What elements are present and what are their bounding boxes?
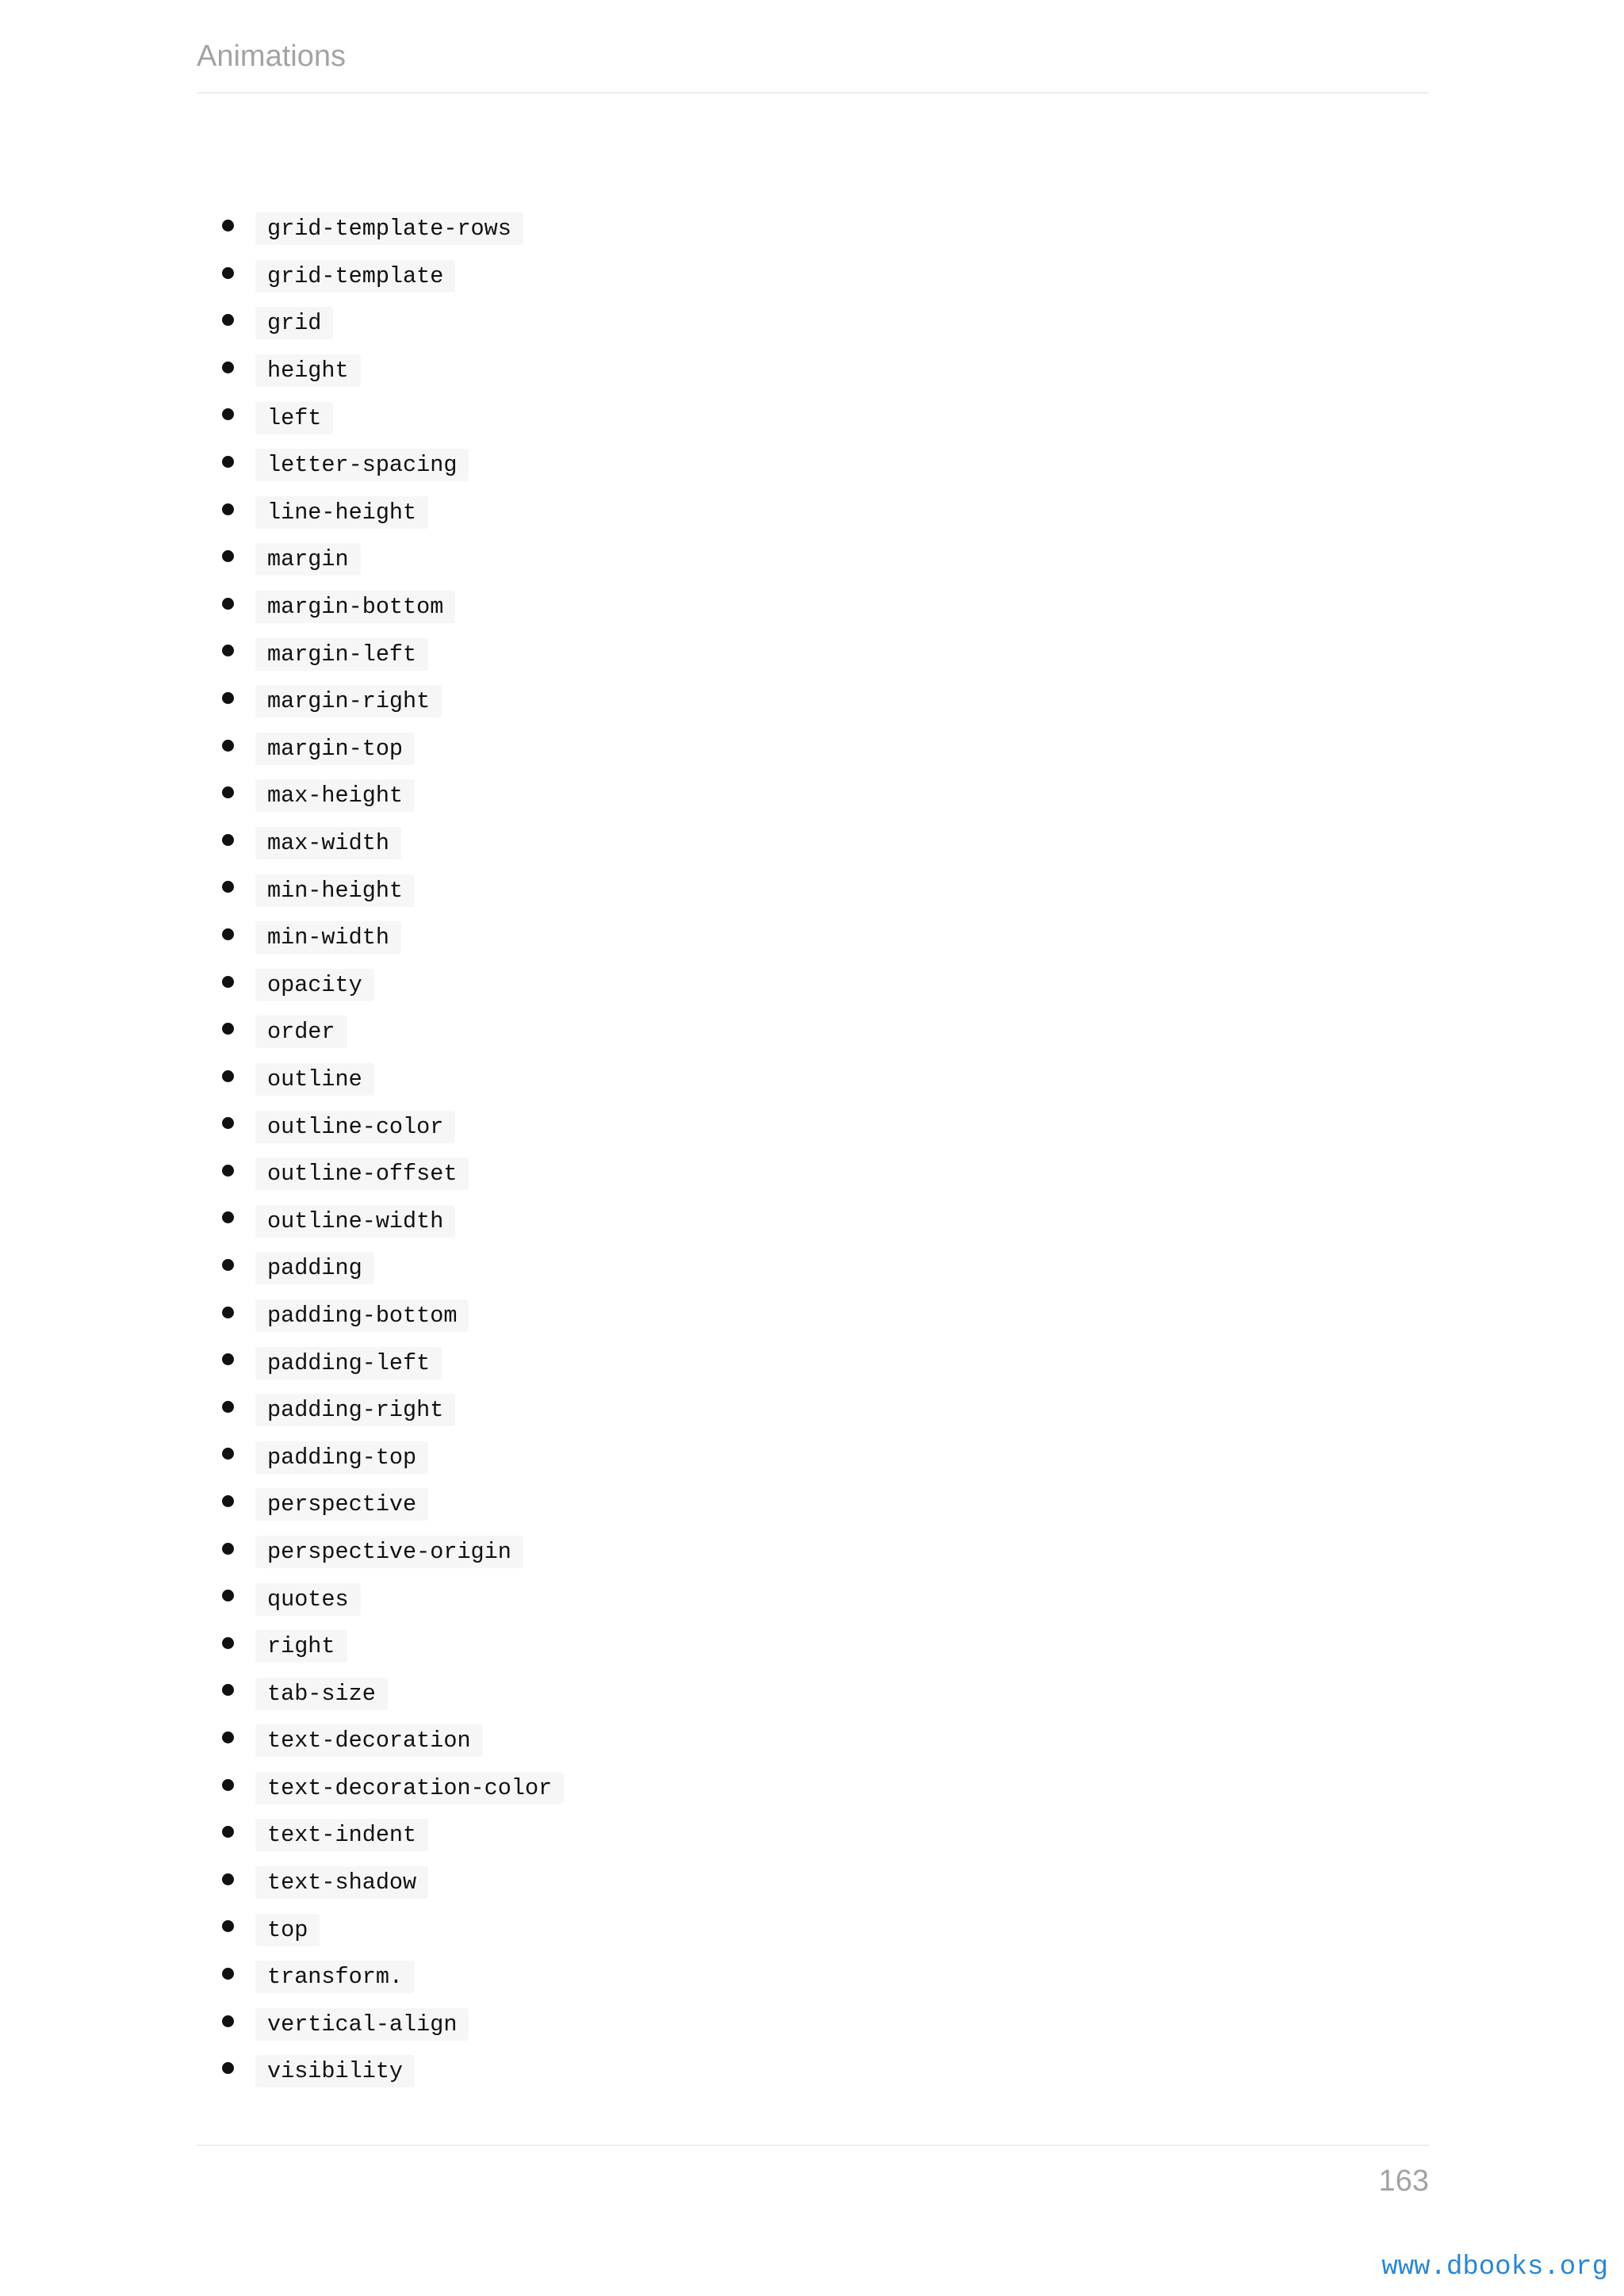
- bullet-icon: [222, 1590, 234, 1601]
- bullet-icon: [222, 1165, 234, 1177]
- list-item: [197, 1568, 564, 1616]
- bullet-icon: [222, 1543, 234, 1555]
- property-code: perspective-origin: [255, 1536, 523, 1568]
- bullet-icon: [222, 1968, 234, 1980]
- property-code: margin: [255, 543, 361, 576]
- bullet-icon: [222, 740, 234, 752]
- property-code: grid: [255, 307, 333, 339]
- property-code: perspective: [255, 1488, 428, 1521]
- property-code: outline: [255, 1063, 374, 1096]
- list-item: [197, 1049, 564, 1096]
- list-item: [197, 1143, 564, 1191]
- property-code: right: [255, 1630, 347, 1663]
- bullet-icon: [222, 2062, 234, 2074]
- bullet-icon: [222, 2015, 234, 2027]
- bullet-icon: [222, 928, 234, 940]
- bullet-icon: [222, 1070, 234, 1082]
- property-code: height: [255, 354, 361, 387]
- bullet-icon: [222, 834, 234, 846]
- property-code: opacity: [255, 969, 374, 1001]
- property-code: vertical-align: [255, 2008, 469, 2041]
- bullet-icon: [222, 1637, 234, 1649]
- property-code: grid-template: [255, 260, 455, 293]
- list-item: [197, 1521, 564, 1569]
- list-item: [197, 434, 564, 482]
- list-item: [197, 1474, 564, 1521]
- bullet-icon: [222, 692, 234, 704]
- list-item: [197, 813, 564, 860]
- bullet-icon: [222, 1353, 234, 1365]
- bullet-icon: [222, 362, 234, 373]
- bullet-icon: [222, 598, 234, 610]
- list-item: [197, 2041, 564, 2088]
- bullet-icon: [222, 267, 234, 279]
- list-item: [197, 576, 564, 624]
- bullet-icon: [222, 1873, 234, 1885]
- list-item: [197, 1332, 564, 1380]
- property-code: margin-right: [255, 685, 442, 718]
- property-code: min-width: [255, 921, 401, 954]
- bullet-icon: [222, 976, 234, 988]
- bullet-icon: [222, 1211, 234, 1223]
- watermark-link[interactable]: www.dbooks.org: [1381, 2252, 1608, 2283]
- running-header-title: Animations: [197, 40, 346, 73]
- bullet-icon: [222, 786, 234, 798]
- list-item: [197, 955, 564, 1002]
- list-item: [197, 623, 564, 671]
- footer-divider: [197, 2145, 1429, 2146]
- property-code: padding-top: [255, 1441, 428, 1474]
- property-code: letter-spacing: [255, 449, 469, 481]
- property-code: min-height: [255, 874, 415, 907]
- bullet-icon: [222, 1259, 234, 1271]
- bullet-icon: [222, 645, 234, 656]
- list-item: [197, 340, 564, 388]
- list-item: [197, 1190, 564, 1238]
- property-code: max-width: [255, 827, 401, 859]
- list-item: [197, 1380, 564, 1427]
- property-code: padding: [255, 1252, 374, 1284]
- bullet-icon: [222, 1307, 234, 1318]
- property-code: text-decoration-color: [255, 1772, 564, 1804]
- bullet-icon: [222, 1117, 234, 1129]
- list-item: [197, 1616, 564, 1663]
- bullet-icon: [222, 1448, 234, 1460]
- list-item: [197, 1663, 564, 1710]
- bullet-icon: [222, 220, 234, 232]
- list-item: [197, 482, 564, 530]
- property-code: max-height: [255, 779, 415, 812]
- property-code: tab-size: [255, 1678, 388, 1710]
- property-code: margin-bottom: [255, 591, 455, 623]
- list-item: [197, 1946, 564, 1994]
- list-item: [197, 907, 564, 955]
- property-code: text-shadow: [255, 1866, 428, 1899]
- list-item: [197, 1710, 564, 1758]
- animatable-properties-list: [197, 198, 564, 2088]
- header-divider: [197, 92, 1429, 94]
- bullet-icon: [222, 503, 234, 515]
- list-item: [197, 1096, 564, 1143]
- property-code: padding-left: [255, 1347, 442, 1380]
- property-code: text-indent: [255, 1819, 428, 1851]
- bullet-icon: [222, 314, 234, 326]
- list-item: [197, 1001, 564, 1049]
- list-item: [197, 1804, 564, 1852]
- bullet-icon: [222, 550, 234, 562]
- bullet-icon: [222, 1023, 234, 1035]
- bullet-icon: [222, 1779, 234, 1791]
- property-code: padding-bottom: [255, 1299, 469, 1332]
- property-code: outline-width: [255, 1205, 455, 1238]
- property-code: outline-offset: [255, 1158, 469, 1190]
- property-code: text-decoration: [255, 1724, 483, 1757]
- list-item: [197, 671, 564, 718]
- property-code: visibility: [255, 2055, 415, 2087]
- property-code: margin-top: [255, 733, 415, 765]
- bullet-icon: [222, 408, 234, 420]
- property-code: padding-right: [255, 1394, 455, 1426]
- property-code: transform.: [255, 1961, 415, 1993]
- list-item: [197, 198, 564, 246]
- bullet-icon: [222, 1495, 234, 1507]
- property-code: left: [255, 402, 333, 434]
- property-code: top: [255, 1914, 320, 1946]
- property-code: outline-color: [255, 1111, 455, 1143]
- list-item: [197, 387, 564, 434]
- bullet-icon: [222, 1401, 234, 1413]
- list-item: [197, 765, 564, 813]
- list-item: [197, 718, 564, 766]
- property-code: grid-template-rows: [255, 212, 523, 245]
- list-item: [197, 1285, 564, 1333]
- property-code: order: [255, 1016, 347, 1048]
- list-item: [197, 859, 564, 907]
- list-item: [197, 1899, 564, 1946]
- bullet-icon: [222, 456, 234, 468]
- list-item: [197, 1994, 564, 2042]
- property-code: line-height: [255, 496, 428, 529]
- bullet-icon: [222, 1920, 234, 1932]
- list-item: [197, 529, 564, 576]
- list-item: [197, 1758, 564, 1805]
- property-code: margin-left: [255, 638, 428, 671]
- bullet-icon: [222, 1684, 234, 1696]
- bullet-icon: [222, 1826, 234, 1838]
- bullet-icon: [222, 881, 234, 893]
- list-item: [197, 1238, 564, 1285]
- property-code: quotes: [255, 1583, 361, 1616]
- list-item: [197, 1426, 564, 1474]
- page-number: 163: [1378, 2164, 1429, 2198]
- bullet-icon: [222, 1732, 234, 1743]
- list-item: [197, 1852, 564, 1900]
- list-item: [197, 246, 564, 293]
- list-item: [197, 293, 564, 340]
